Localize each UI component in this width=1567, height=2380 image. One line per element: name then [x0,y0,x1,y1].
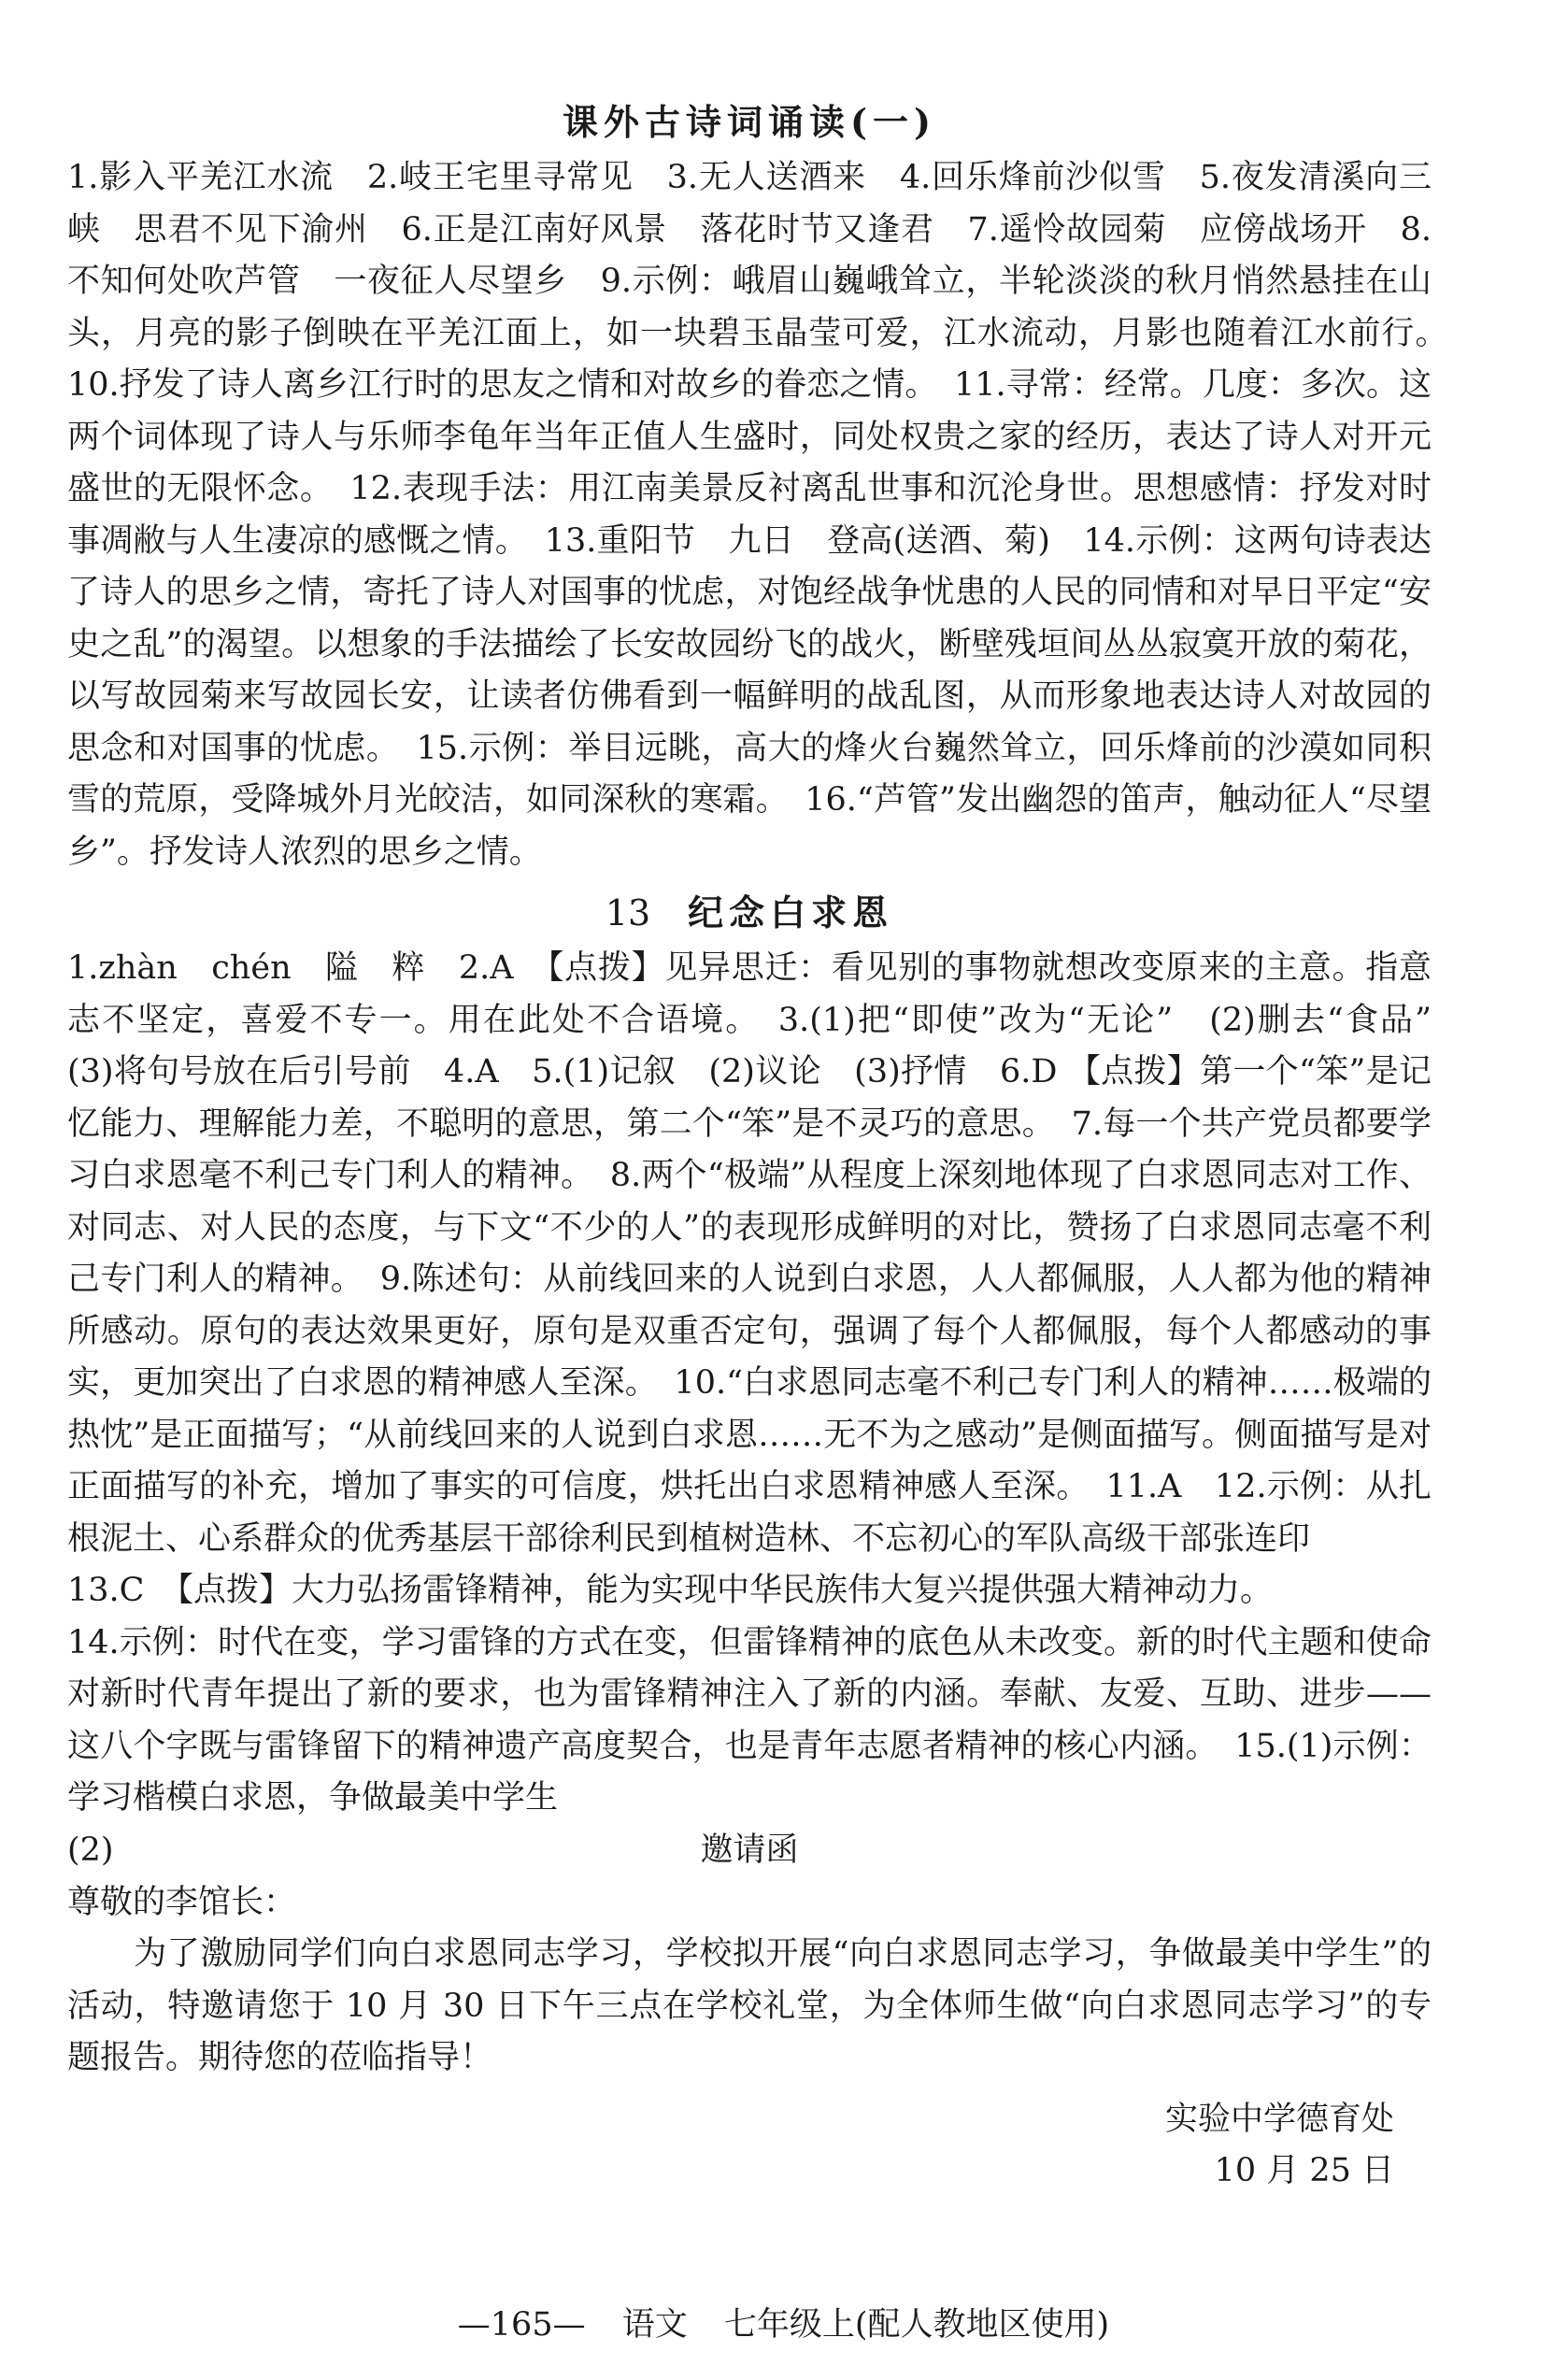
letter-item-label: (2) [67,1831,114,1869]
letter-body: 为了激励同学们向白求恩同志学习，学校拟开展“向白求恩同志学习，争做最美中学生”的活动，特邀请您于 10 月 30 日下午三点在学校礼堂，为全体师生做“向白求恩同志学习”的专题报告。期待您的莅临指导！ [67,1935,1432,2076]
answer-13: 13.C 【点拨】大力弘扬雷锋精神，能为实现中华民族伟大复兴提供强大精神动力。 [67,1572,1273,1609]
letter-salutation: 尊敬的李馆长： [67,1883,297,1921]
letter-signer: 实验中学德育处 [1164,2100,1394,2138]
letter-header [67,1825,1432,1877]
answer-14-15: 14.示例：时代在变，学习雷锋的方式在变，但雷锋精神的底色从未改变。新的时代主题和使命对新时代青年提出了新的要求，也为雷锋精神注入了新的内涵。奉献、友爱、互助、进步——这八个字既与雷锋留下的精神遗产高度契合，也是青年志愿者精神的核心内涵。 15.(1)示例：学习楷模白求恩，争做最美中学生 [67,1623,1432,1817]
answer-page [67,93,1465,2198]
section-answers-bethune: 1.zhàn chén 隘 粹 2.A 【点拨】见异思迁：看见别的事物就想改变原来的主意。指意志不坚定，喜爱不专一。用在此处不合语境。 3.(1)把“即使”改为“无论” (2)删去“食品” (3)将句号放在后引号前 4.A 5.(1)记叙 (2)议论 (3)抒情 6.D 【点拨】第一个“笨”是记忆能力、理解能力差，不聪明的意思，第二个“笨”是不灵巧的意思。 7.每一个共产党员都要学习白求恩毫不利己专门利人的精神。 8.两个“极端”从程度上深刻地体现了白求恩同志对工作、对同志、对人民的态度，与下文“不少的人”的表现形成鲜明的对比，赞扬了白求恩同志毫不利己专门利人的精神。 9.陈述句：从前线回来的人说到白求恩，人人都佩服，人人都为他的精神所感动。原句的表达效果更好，原句是双重否定句，强调了每个人都佩服，每个人都感动的事实，更加突出了白求恩的精神感人至深。 10.“白求恩同志毫不利己专门利人的精神……极端的热忱”是正面描写；“从前线回来的人说到白求恩……无不为之感动”是侧面描写。侧面描写是对正面描写的补充，增加了事实的可信度，烘托出白求恩精神感人至深。 11.A 12.示例：从扎根泥土、心系群众的优秀基层干部徐利民到植树造林、不忘初心的军队高级干部张连印 [67,949,1465,1558]
section-title-poetry [67,93,1432,145]
lesson-title: 纪念白求恩 [688,891,894,933]
section-title-bethune [67,884,1432,935]
letter-title: 邀请函 [700,1831,799,1869]
subject-label: 语文 [621,2306,688,2344]
letter-date: 10 月 25 日 [1214,2152,1394,2189]
section-answers-poetry: 1.影入平羌江水流 2.岐王宅里寻常见 3.无人送酒来 4.回乐烽前沙似雪 5.夜发清溪向三峡 思君不见下渝州 6.正是江南好风景 落花时节又逢君 7.遥怜故园菊 应傍战场开 8.不知何处吹芦管 一夜征人尽望乡 9.示例：峨眉山巍峨耸立，半轮淡淡的秋月悄然悬挂在山头，月亮的影子倒映在平羌江面上，如一块碧玉晶莹可爱，江水流动，月影也随着江水前行。 10.抒发了诗人离乡江行时的思友之情和对故乡的眷恋之情。 11.寻常：经常。几度：多次。这两个词体现了诗人与乐师李龟年当年正值人生盛时，同处权贵之家的经历，表达了诗人对开元盛世的无限怀念。 12.表现手法：用江南美景反衬离乱世事和沉沦身世。思想感情：抒发对时事凋敝与人生凄凉的感慨之情。 13.重阳节 九日 登高(送酒、菊) 14.示例：这两句诗表达了诗人的思乡之情，寄托了诗人对国事的忧虑，对饱经战争忧患的人民的同情和对早日平定“安史之乱”的渴望。以想象的手法描绘了长安故园纷飞的战火，断壁残垣间丛丛寂寞开放的菊花，以写故园菊来写故园长安，让读者仿佛看到一幅鲜明的战乱图，从而形象地表达诗人对故园的思念和对国事的忧虑。 15.示例：举目远眺，高大的烽火台巍然耸立，回乐烽前的沙漠如同积雪的荒原，受降城外月光皎洁，如同深秋的寒霜。 16.“芦管”发出幽怨的笛声，触动征人“尽望乡”。抒发诗人浓烈的思乡之情。 [67,159,1465,871]
page-number: —165— [457,2306,586,2344]
lesson-number: 13 [605,892,651,933]
section-title-text: 课外古诗词诵读(一) [563,101,936,143]
page-footer [0,2299,1567,2345]
grade-label: 七年级上(配人教地区使用) [723,2306,1110,2344]
